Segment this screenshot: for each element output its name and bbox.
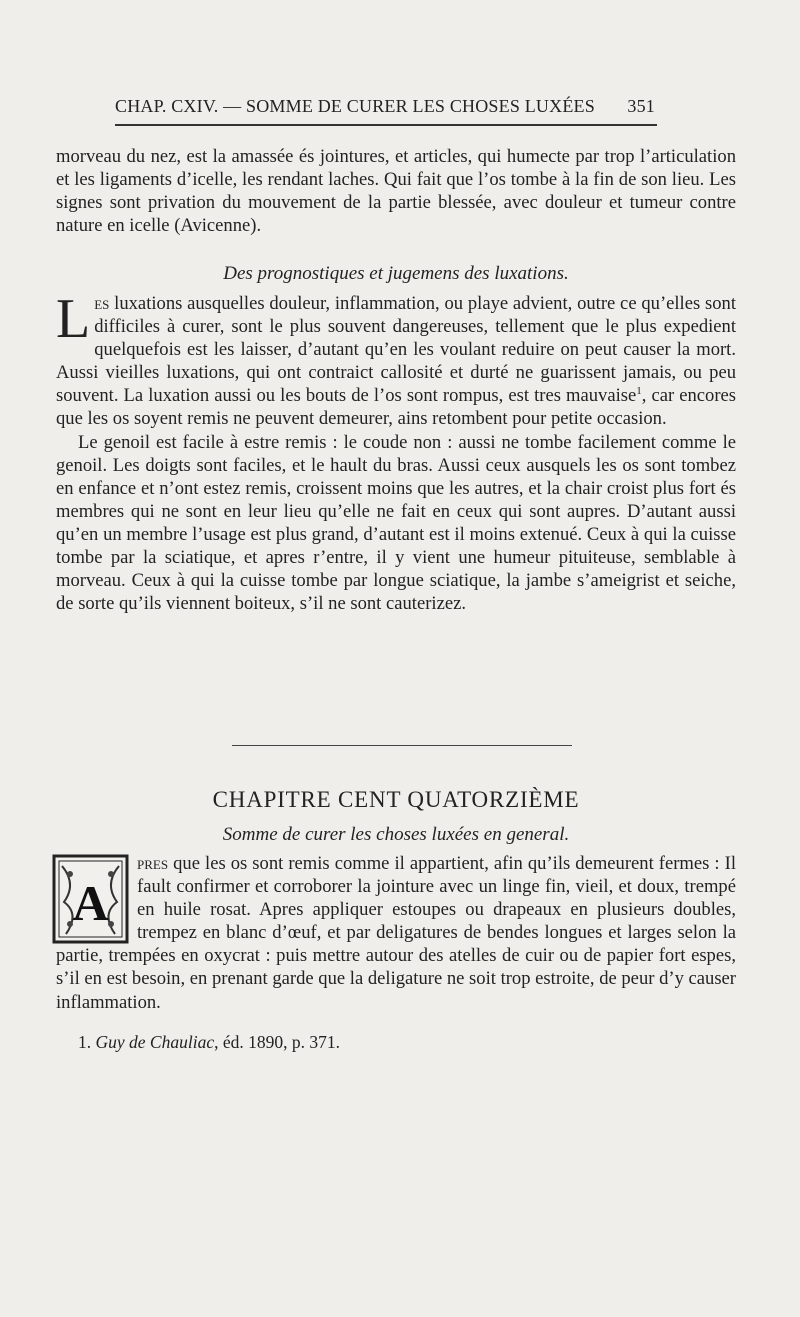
footnote-number: 1.: [78, 1032, 92, 1052]
first-word-rest: pres: [137, 853, 169, 874]
header-rule: [115, 124, 657, 126]
paragraph-genoil: Le genoil est facile à estre remis : le coude non : aussi ne tombe facilement comme le genoil. Les doigts sont faciles, et le hault du bras. Aussi ceux ausquels les os sont tombez en enfance et n’ont estez remis, croissent moins que les autres, et la chair croist plus fort és membres qui ne sont en leur lieu qu’elle ne fait en ceux qui sont aupres. D’autant aussi qu’en un membre l’usage est plus grand, d’autant est il moins extenué. Ceux à qui la cuisse tombe par la sciatique, et apres r’entre, il y vient une humeur pituiteuse, semblable à morveau. Ceux à qui la cuisse tombe par longue sciatique, la jambe s’ameigrist et seiche, de sorte qu’ils viennent boiteux, s’il ne sont cauterizez.: [56, 431, 736, 615]
paragraph-text-end: , car encores que les os soyent remis ne peuvent demeurer, ains retombent pour petite occasion.: [56, 385, 736, 430]
chapter-title: CHAPITRE CENT QUATORZIÈME: [212, 787, 580, 812]
paragraph-luxations: [56, 288, 736, 431]
footnote: [78, 1032, 678, 1053]
footnote-ref: 1: [636, 385, 642, 398]
paragraph-continued: [56, 145, 736, 237]
page-number: 351: [627, 96, 655, 116]
ornamental-initial-icon: [52, 854, 129, 944]
drop-cap-letter: L: [56, 288, 91, 350]
ornament-letter: A: [72, 875, 109, 931]
running-head-title: CHAP. CXIV. — SOMME DE CURER LES CHOSES LUXÉES: [115, 96, 595, 116]
chapter-separator-rule: [232, 745, 572, 746]
section-body: [56, 288, 736, 615]
chapter-paragraph: [56, 852, 736, 1014]
paragraph-text: que les os sont remis comme il appartient, afin qu’ils demeurent fermes : Il fault confirmer et corroborer la jointure avec un linge fin, vieil, et doux, trempé en huile rosat. Apres appliquer estoupes ou drapeaux en plusieurs doubles, trempez en blanc d’œuf, et par deligatures de bendes longues et larges selon la partie, trempées en oxycrat : puis mettre autour des atelles de cuir ou de papier fort espes, s’il en est besoin, en prenant garde que la deligature ne soit trop estroite, de peur d’y causer inflammation.: [56, 853, 736, 1013]
paragraph-text: morveau du nez, est la amassée és jointures, et articles, qui humecte par trop l’articulation et les ligaments d’icelle, les rendant laches. Qui fait que l’os tombe à la fin de son lieu. Les signes sont privation du mouvement de la partie blessée, avec douleur et tumeur contre nature en icelle (Avicenne).: [56, 146, 736, 237]
first-word-rest: es: [94, 293, 110, 314]
paragraph-text: luxations ausquelles douleur, inflammation, ou playe advient, outre ce qu’elles sont difficiles à curer, sont le plus souvent dangereuses, tellement que le plus expedient quelquefois est les laisser, d’autant qu’en les voulant reduire on peut causer la mort. Aussi vieilles luxations, qui ont contraict callosité et durté ne guarissent jamais, ou peu souvent. La luxation aussi ou les bouts de l’os sont rompus, est tres mauvaise: [56, 293, 736, 407]
footnote-details: , éd. 1890, p. 371.: [214, 1032, 340, 1052]
chapter-subtitle: Somme de curer les choses luxées en general.: [222, 824, 570, 845]
chapter-body: [56, 852, 736, 1014]
section-title: Des prognostiques et jugemens des luxations.: [223, 263, 569, 284]
footnote-work: Guy de Chauliac: [95, 1032, 215, 1052]
